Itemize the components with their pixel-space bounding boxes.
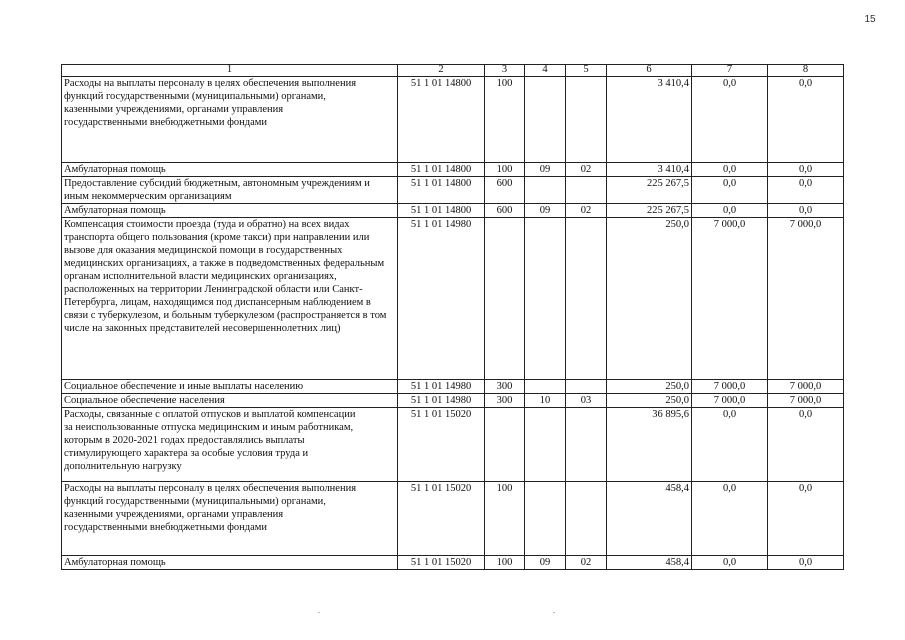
amount-col7: 0,0 <box>692 482 768 556</box>
target-article-code: 51 1 01 14800 <box>398 177 485 204</box>
amount-col8: 0,0 <box>768 77 844 163</box>
amount-col6: 458,4 <box>607 482 692 556</box>
amount-col8: 0,0 <box>768 163 844 177</box>
row-description: Амбулаторная помощь <box>62 163 398 177</box>
table-row <box>62 482 844 556</box>
column-header: 2 <box>398 65 485 77</box>
section-code <box>525 177 566 204</box>
column-header: 4 <box>525 65 566 77</box>
amount-col6: 250,0 <box>607 218 692 380</box>
column-header: 8 <box>768 65 844 77</box>
subsection-code: 02 <box>566 556 607 570</box>
expense-type-code: 300 <box>485 394 525 408</box>
table-header-row <box>62 65 844 77</box>
target-article-code: 51 1 01 15020 <box>398 408 485 482</box>
table-row <box>62 218 844 380</box>
scan-speck <box>318 612 320 613</box>
row-description: Расходы на выплаты персоналу в целях обеспечения выполнения функций государственными (муниципальными) органами, казенными учреждениями, органами управления государственными внебюджетными фондами <box>62 482 398 556</box>
section-code: 09 <box>525 163 566 177</box>
amount-col7: 0,0 <box>692 163 768 177</box>
section-code <box>525 218 566 380</box>
expense-type-code: 600 <box>485 177 525 204</box>
amount-col7: 7 000,0 <box>692 394 768 408</box>
target-article-code: 51 1 01 15020 <box>398 556 485 570</box>
amount-col6: 225 267,5 <box>607 204 692 218</box>
row-description: Расходы на выплаты персоналу в целях обеспечения выполнения функций государственными (муниципальными) органами, казенными учреждениями, органами управления государственными внебюджетными фондами <box>62 77 398 163</box>
subsection-code <box>566 218 607 380</box>
column-header: 1 <box>62 65 398 77</box>
table-row <box>62 408 844 482</box>
subsection-code <box>566 408 607 482</box>
column-header: 3 <box>485 65 525 77</box>
table-row <box>62 163 844 177</box>
row-description: Компенсация стоимости проезда (туда и обратно) на всех видах транспорта общего пользования (кроме такси) при направлении или вызове для оказания медицинской помощи в государственных медицинских организациях, а также в подведомственных федеральным органам исполнительной власти медицинских организациях, расположенных на территории Ленинградской области или Санкт-Петербурга, лицам, находящимся под диспансерным наблюдением в связи с туберкулезом, и больным туберкулезом (распространяется в том числе на законных представителей несовершеннолетних лиц) <box>62 218 398 380</box>
table-row <box>62 380 844 394</box>
section-code <box>525 77 566 163</box>
row-description: Расходы, связанные с оплатой отпусков и выплатой компенсации за неиспользованные отпуска медицинским и иным работникам, которым в 2020-2021 годах предоставлялись выплаты стимулирующего характера за особые условия труда и дополнительную нагрузку <box>62 408 398 482</box>
row-description: Амбулаторная помощь <box>62 204 398 218</box>
expense-type-code: 600 <box>485 204 525 218</box>
expense-type-code <box>485 218 525 380</box>
table-row <box>62 394 844 408</box>
amount-col8: 7 000,0 <box>768 380 844 394</box>
target-article-code: 51 1 01 14800 <box>398 163 485 177</box>
row-description: Амбулаторная помощь <box>62 556 398 570</box>
amount-col7: 0,0 <box>692 177 768 204</box>
section-code: 09 <box>525 556 566 570</box>
amount-col8: 7 000,0 <box>768 218 844 380</box>
page-number: 15 <box>864 14 876 25</box>
amount-col8: 0,0 <box>768 177 844 204</box>
row-description: Социальное обеспечение и иные выплаты населению <box>62 380 398 394</box>
amount-col8: 7 000,0 <box>768 394 844 408</box>
target-article-code: 51 1 01 14980 <box>398 218 485 380</box>
subsection-code <box>566 482 607 556</box>
amount-col6: 458,4 <box>607 556 692 570</box>
expense-type-code: 100 <box>485 163 525 177</box>
amount-col7: 7 000,0 <box>692 380 768 394</box>
amount-col6: 250,0 <box>607 394 692 408</box>
expense-type-code: 100 <box>485 482 525 556</box>
section-code <box>525 482 566 556</box>
amount-col6: 250,0 <box>607 380 692 394</box>
section-code: 09 <box>525 204 566 218</box>
budget-table <box>61 64 844 570</box>
amount-col8: 0,0 <box>768 204 844 218</box>
subsection-code <box>566 177 607 204</box>
amount-col8: 0,0 <box>768 556 844 570</box>
column-header: 5 <box>566 65 607 77</box>
amount-col8: 0,0 <box>768 482 844 556</box>
target-article-code: 51 1 01 15020 <box>398 482 485 556</box>
section-code <box>525 380 566 394</box>
expense-type-code: 100 <box>485 77 525 163</box>
amount-col6: 36 895,6 <box>607 408 692 482</box>
subsection-code <box>566 380 607 394</box>
row-description: Предоставление субсидий бюджетным, автономным учреждениям и иным некоммерческим организациям <box>62 177 398 204</box>
subsection-code: 02 <box>566 163 607 177</box>
subsection-code <box>566 77 607 163</box>
scan-speck <box>553 612 555 613</box>
amount-col7: 0,0 <box>692 77 768 163</box>
amount-col6: 3 410,4 <box>607 163 692 177</box>
table-row <box>62 177 844 204</box>
target-article-code: 51 1 01 14800 <box>398 77 485 163</box>
amount-col8: 0,0 <box>768 408 844 482</box>
amount-col7: 7 000,0 <box>692 218 768 380</box>
subsection-code: 02 <box>566 204 607 218</box>
table-row <box>62 77 844 163</box>
amount-col7: 0,0 <box>692 556 768 570</box>
expense-type-code: 300 <box>485 380 525 394</box>
section-code <box>525 408 566 482</box>
expense-type-code: 100 <box>485 556 525 570</box>
column-header: 6 <box>607 65 692 77</box>
amount-col6: 225 267,5 <box>607 177 692 204</box>
amount-col7: 0,0 <box>692 408 768 482</box>
target-article-code: 51 1 01 14800 <box>398 204 485 218</box>
table-row <box>62 556 844 570</box>
target-article-code: 51 1 01 14980 <box>398 380 485 394</box>
row-description: Социальное обеспечение населения <box>62 394 398 408</box>
section-code: 10 <box>525 394 566 408</box>
amount-col6: 3 410,4 <box>607 77 692 163</box>
table-row <box>62 204 844 218</box>
column-header: 7 <box>692 65 768 77</box>
target-article-code: 51 1 01 14980 <box>398 394 485 408</box>
amount-col7: 0,0 <box>692 204 768 218</box>
expense-type-code <box>485 408 525 482</box>
subsection-code: 03 <box>566 394 607 408</box>
